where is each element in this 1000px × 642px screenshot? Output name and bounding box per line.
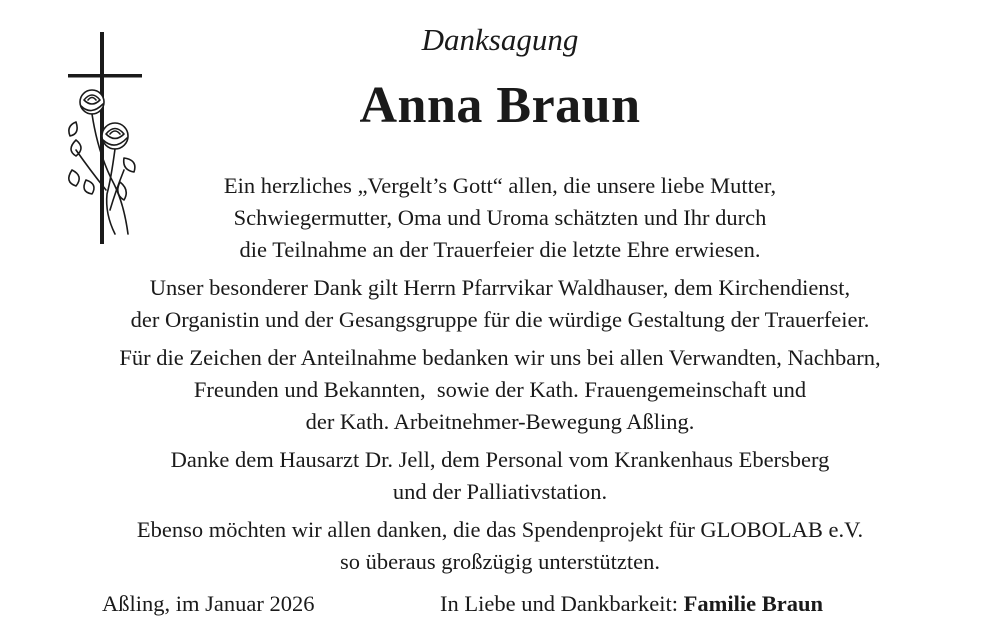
- text-line: Danke dem Hausarzt Dr. Jell, dem Personal vom Krankenhaus Ebersberg: [170, 447, 830, 472]
- text-line: Freunden und Bekannten, sowie der Kath. Frauengemeinschaft und: [193, 377, 807, 402]
- paragraph-intro: [0, 170, 1000, 266]
- notice-heading: Danksagung: [421, 22, 579, 57]
- closing-signature: [440, 588, 823, 620]
- closing-label: In Liebe und Dankbarkeit:: [440, 591, 684, 616]
- text-line: Unser besonderer Dank gilt Herrn Pfarrvikar Waldhauser, dem Kirchendienst,: [149, 275, 851, 300]
- paragraph-medical-thanks: [0, 444, 1000, 508]
- text-line: Ein herzliches „Vergelt’s Gott“ allen, die unsere liebe Mutter,: [223, 173, 777, 198]
- text-line: die Teilnahme an der Trauerfeier die letzte Ehre erwiesen.: [239, 237, 761, 262]
- text-line: Ebenso möchten wir allen danken, die das Spendenprojekt für GLOBOLAB e.V.: [136, 517, 864, 542]
- text-line: Für die Zeichen der Anteilnahme bedanken wir uns bei allen Verwandten, Nachbarn,: [119, 345, 881, 370]
- paragraph-condolences-thanks: [0, 342, 1000, 438]
- notice-body: [0, 170, 1000, 584]
- text-line: und der Palliativstation.: [392, 479, 608, 504]
- paragraph-clergy-thanks: [0, 272, 1000, 336]
- family-name: Familie Braun: [683, 591, 824, 616]
- place-date: Aßling, im Januar 2026: [102, 591, 315, 616]
- text-line: so überaus großzügig unterstützten.: [340, 549, 660, 574]
- text-line: der Organistin und der Gesangsgruppe für die würdige Gestaltung der Trauerfeier.: [130, 307, 870, 332]
- deceased-name: Anna Braun: [359, 77, 641, 134]
- paragraph-donation-thanks: [0, 514, 1000, 578]
- text-line: Schwiegermutter, Oma und Uroma schätzten und Ihr durch: [233, 205, 767, 230]
- text-line: der Kath. Arbeitnehmer-Bewegung Aßling.: [305, 409, 695, 434]
